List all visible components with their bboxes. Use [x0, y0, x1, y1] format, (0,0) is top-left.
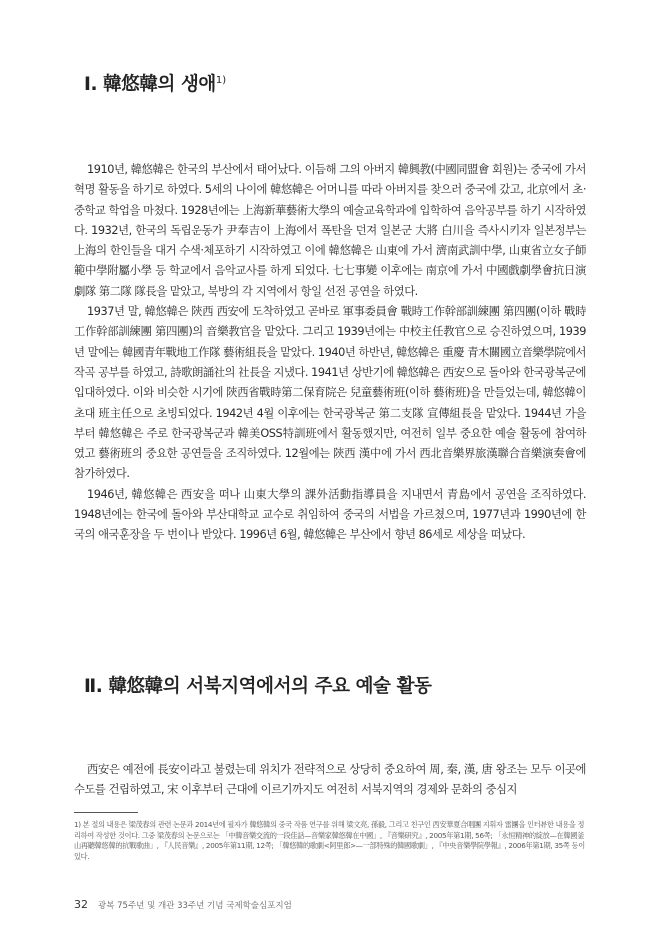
footnote-divider [74, 812, 138, 813]
paragraph: 1946년, 韓悠韓은 西安을 떠나 山東大學의 課外活動指導員을 지내면서 青島에서 공연을 조직하였다. 1948년에는 한국에 돌아와 부산대학교 교수로 취임하여 중국의 서법을 가르쳤으며, 1977년과 1990년에 한국의 애국훈장을 두 번이나 받았다. 1996년 6월, 韓悠韓은 부산에서 향년 86세로 세상을 떠났다. [74, 487, 586, 542]
paragraph: 1937년 말, 韓悠韓은 陝西 西安에 도착하였고 곧바로 軍事委員會 戰時工作幹部訓練團 第四團(이하 戰時工作幹部訓練團 第四團)의 音樂教官을 맡았다. 그리고 1939년에는 中校主任教官으로 승진하였으며, 1939년 말에는 韓國青年戰地工作隊 藝術組長을 맡았다. 1940년 하반년, 韓悠韓은 重慶 青木關國立音樂學院에서 작곡 공부를 하였고, 詩歌朗誦社의 社長을 지냈다. 1941년 상반기에 韓悠韓은 西安으로 돌아와 한국광복군에 입대하였다. 이와 비슷한 시기에 陝西省戰時第二保育院은 兒童藝術班(이하 藝術班)을 만들었는데, 韓悠韓이 초대 班主任으로 초빙되었다. 1942년 4월 이후에는 한국광복군 第二支隊 宣傳組長을 맡았다. 1944년 가을부터 韓悠韓은 주로 한국광복군과 韓美OSS特訓班에서 활동했지만, 여전히 일부 중요한 예술 활동에 참여하였고 藝術班의 중요한 공연들을 조직하였다. 12월에는 陝西 漢中에 가서 西北音樂界旅漢聯合音樂演奏會에 참가하였다. [74, 305, 586, 481]
running-title: 광복 75주년 및 개관 33주년 기념 국제학술심포지엄 [98, 901, 292, 911]
section-1-heading-text: Ⅰ. 韓悠韓의 생애 [84, 74, 216, 95]
page-number: 32 [74, 898, 88, 911]
paragraph: 1910년, 韓悠韓은 한국의 부산에서 태어났다. 이듬해 그의 아버지 韓興教(中國同盟會 회원)는 중국에 가서 혁명 활동을 하기로 하였다. 5세의 나이에 韓悠韓은 어머니를 따라 아버지를 찾으러 중국에 갔고, 北京에서 초·중학교 학업을 마쳤다. 1928년에는 上海新華藝術大學의 예술교육학과에 입학하여 음악공부를 하기 시작하였다. 1932년, 한국의 독립운동가 尹奉吉이 上海에서 폭탄을 던져 일본군 大將 白川을 즉사시키자 일본정부는 上海의 한인들을 대거 수색·체포하기 시작하였고 이에 韓悠韓은 山東에 가서 濟南武訓中學, 山東省立女子師範中學附屬小學 등 학교에서 음악교사를 하게 되었다. 七七事變 이후에는 南京에 가서 中國戲劇學會抗日演劇隊 第二隊 隊長을 맡았고, 북방의 각 지역에서 항일 선전 공연을 하였다. [74, 163, 586, 298]
paragraph: 西安은 예전에 長安이라고 불렸는데 위치가 전략적으로 상당히 중요하여 周, 秦, 漢, 唐 왕조는 모두 이곳에 수도를 건립하였고, 宋 이후부터 근대에 이르기까지도 여전히 서북지역의 경제와 문화의 중심지 [74, 763, 586, 797]
section-2-body [74, 760, 586, 801]
section-2-heading: Ⅱ. 韓悠韓의 서북지역에서의 주요 예술 활동 [84, 676, 432, 697]
section-1-body [74, 160, 586, 546]
section-1-heading [84, 70, 226, 96]
footnote-1: 1) 본 절의 내용은 梁茂春의 관련 논문과 2014년에 필자가 韓悠韓의 중국 작품 연구를 위해 梁文亮, 孫毅, 그리고 친구인 西安華夏合唱團 지휘자 雷團을 인터뷰한 내용을 정리하여 작성한 것이다. 그중 梁茂春의 논문으로는 「中韓音樂交流的一段佳話—音樂家韓悠韓在中國」, 『音樂研究』, 2005年第1期, 56쪽; 「永恒精神的綻放—在韓國釜山再聽韓悠韓的抗戰歌曲」, 『人民音樂』, 2005年第11期, 12쪽; 「韓悠韓的歌劇<阿里郎>—一部特殊的韓國歌劇」, 『中央音樂學院學報』, 2006年第1期, 35쪽 등이 있다. [74, 820, 585, 861]
footnote-ref-1[interactable]: 1) [215, 74, 227, 86]
page-footer [74, 898, 292, 911]
